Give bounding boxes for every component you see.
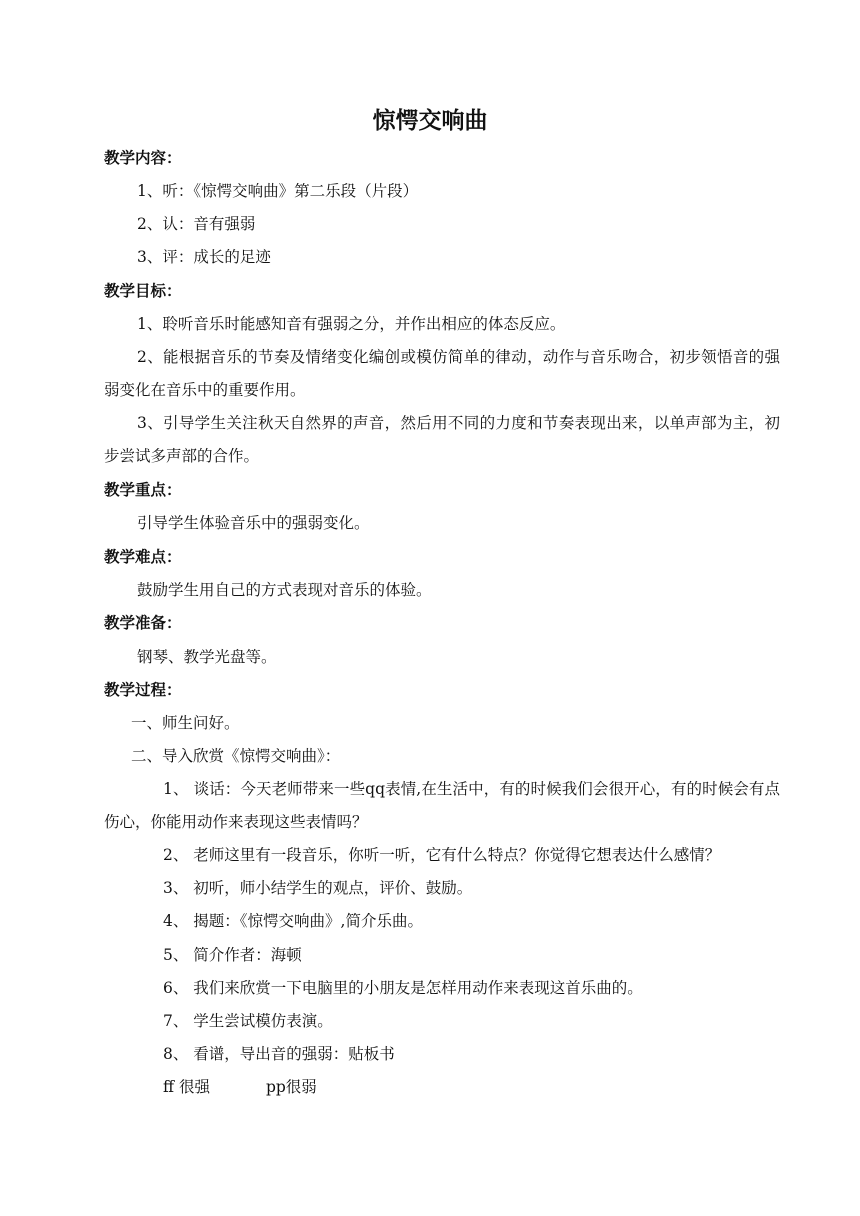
process-substep-5: 5、 简介作者：海顿 [163, 946, 302, 964]
process-step-1: 一、师生问好。 [131, 714, 240, 732]
difficulty-heading: 教学难点： [104, 548, 182, 566]
difficulty-text: 鼓励学生用自己的方式表现对音乐的体验。 [137, 581, 432, 599]
process-substep-8: 8、 看谱，导出音的强弱：贴板书 [163, 1045, 395, 1063]
content-item-3: 3、评：成长的足迹 [137, 248, 271, 266]
dynamics-ff: ff 很强 [163, 1078, 210, 1096]
goals-item-3: 3、引导学生关注秋天自然界的声音，然后用不同的力度和节奏表现出来，以单声部为主，初步尝试多声部的合作。 [104, 414, 780, 465]
content-item-1: 1、听：《惊愕交响曲》第二乐段（片段） [137, 182, 419, 200]
process-substep-6: 6、 我们来欣赏一下电脑里的小朋友是怎样用动作来表现这首乐曲的。 [163, 979, 643, 997]
process-substep-7: 7、 学生尝试模仿表演。 [163, 1012, 333, 1030]
process-step-2: 二、导入欣赏《惊愕交响曲》： [131, 747, 341, 765]
prep-text: 钢琴、教学光盘等。 [137, 648, 277, 666]
goals-item-2: 2、能根据音乐的节奏及情绪变化编创或模仿简单的律动，动作与音乐吻合，初步领悟音的强弱变化在音乐中的重要作用。 [104, 348, 780, 399]
process-substep-3: 3、 初听，师小结学生的观点，评价、鼓励。 [163, 879, 473, 897]
content-heading: 教学内容： [104, 149, 182, 167]
focus-heading: 教学重点： [104, 481, 182, 499]
process-heading: 教学过程： [104, 681, 182, 699]
process-substep-2: 2、 老师这里有一段音乐，你听一听，它有什么特点？你觉得它想表达什么感情？ [163, 846, 721, 864]
content-item-2: 2、认：音有强弱 [137, 215, 256, 233]
document-title: 惊愕交响曲 [372, 108, 488, 134]
focus-text: 引导学生体验音乐中的强弱变化。 [137, 514, 370, 532]
dynamics-pp: pp很弱 [265, 1078, 317, 1096]
goals-item-1: 1、聆听音乐时能感知音有强弱之分，并作出相应的体态反应。 [137, 315, 566, 333]
dynamics-line [163, 1075, 317, 1099]
process-substep-1: 1、 谈话：今天老师带来一些qq表情,在生活中，有的时候我们会很开心，有的时候会有点伤心，你能用动作来表现这些表情吗？ [104, 780, 780, 831]
process-substep-4: 4、 揭题：《惊愕交响曲》,简介乐曲。 [163, 912, 423, 930]
goals-heading: 教学目标： [104, 282, 182, 300]
prep-heading: 教学准备： [104, 614, 182, 632]
